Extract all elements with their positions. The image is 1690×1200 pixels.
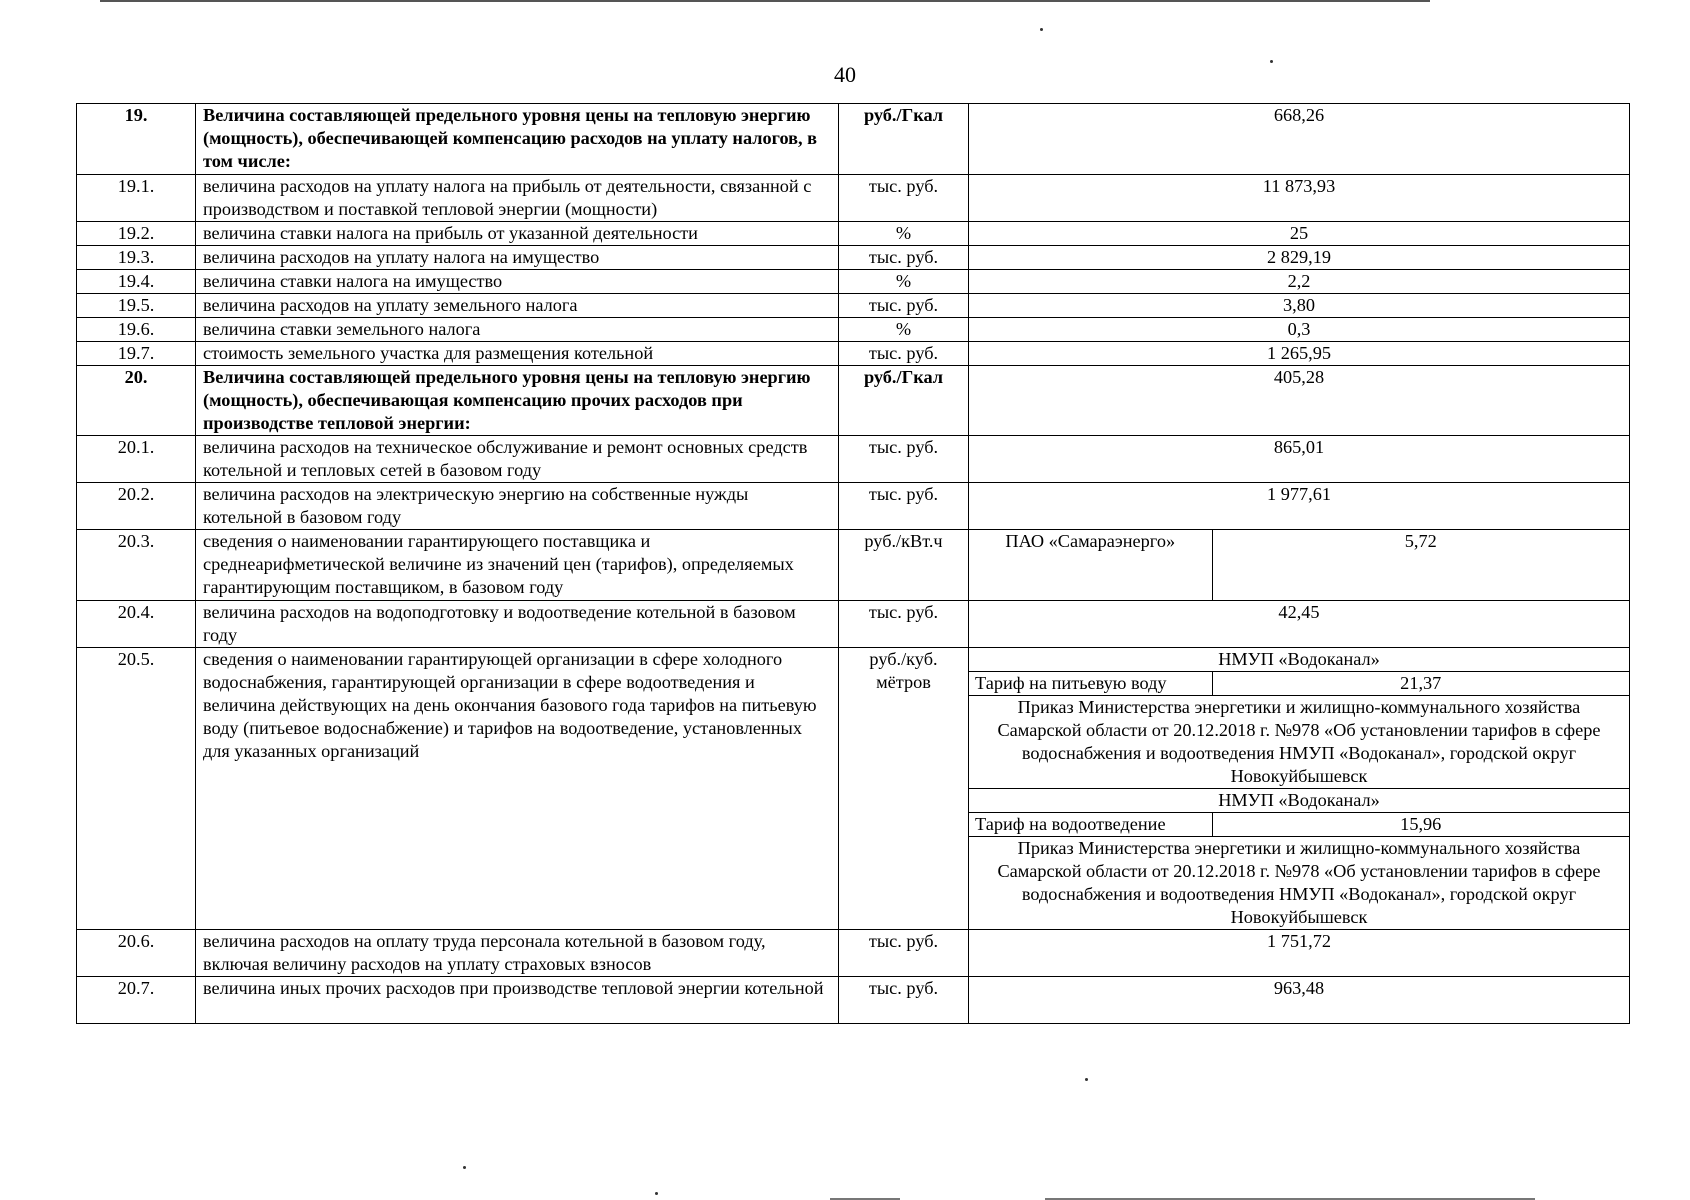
table-row — [77, 648, 1630, 930]
wastewater-tariff-value: 15,96 — [1212, 813, 1629, 837]
wastewater-tariff-label: Тариф на водоотведение — [969, 813, 1212, 837]
row-value: 3,80 — [969, 294, 1630, 318]
wastewater-order: Приказ Министерства энергетики и жилищно-коммунального хозяйства Самарской области от 20.12.2018 г. №978 «Об установлении тарифов в сфере водоснабжения и водоотведения НМУП «Водоканал», городской округ Новокуйбышевск — [969, 837, 1629, 930]
row-unit: руб./Гкал — [839, 366, 969, 436]
row-unit: тыс. руб. — [839, 930, 969, 977]
row-number: 20.2. — [77, 483, 196, 530]
row-unit: руб./куб. мётров — [839, 648, 969, 930]
table-row — [77, 436, 1630, 483]
table-row — [77, 104, 1630, 175]
row-number: 20.5. — [77, 648, 196, 930]
row-description: величина расходов на оплату труда персонала котельной в базовом году, включая величину расходов на уплату страховых взносов — [196, 930, 839, 977]
row-unit: тыс. руб. — [839, 246, 969, 270]
row-value: 0,3 — [969, 318, 1630, 342]
row-number: 19.1. — [77, 175, 196, 222]
row-description: величина ставки земельного налога — [196, 318, 839, 342]
row-number: 19.7. — [77, 342, 196, 366]
row-number: 19. — [77, 104, 196, 175]
scan-speck — [463, 1166, 466, 1169]
row-description: величина расходов на уплату налога на прибыль от деятельности, связанной с производством и поставкой тепловой энергии (мощности) — [196, 175, 839, 222]
row-unit: руб./кВт.ч — [839, 530, 969, 601]
row-value: 42,45 — [969, 601, 1630, 648]
row-number: 20.7. — [77, 977, 196, 1024]
row-description: Величина составляющей предельного уровня цены на тепловую энергию (мощность), обеспечивающая компенсацию прочих расходов при производстве тепловой энергии: — [196, 366, 839, 436]
row-number: 20.6. — [77, 930, 196, 977]
row-description: величина ставки налога на прибыль от указанной деятельности — [196, 222, 839, 246]
row-unit: % — [839, 318, 969, 342]
table-row — [77, 294, 1630, 318]
row-number: 19.4. — [77, 270, 196, 294]
row-description: величина расходов на водоподготовку и водоотведение котельной в базовом году — [196, 601, 839, 648]
water-tariffs-cell — [969, 648, 1630, 930]
row-value: 405,28 — [969, 366, 1630, 436]
row-number: 20.1. — [77, 436, 196, 483]
row-description: величина расходов на уплату земельного налога — [196, 294, 839, 318]
row-unit: тыс. руб. — [839, 294, 969, 318]
row-description: сведения о наименовании гарантирующей организации в сфере холодного водоснабжения, гарантирующей организации в сфере водоотведения и величина действующих на день окончания базового года тарифов на питьевую воду (питьевое водоснабжение) и тарифов на водоотведение, установленных для указанных организаций — [196, 648, 839, 930]
row-unit: тыс. руб. — [839, 175, 969, 222]
row-description: величина ставки налога на имущество — [196, 270, 839, 294]
row-description: сведения о наименовании гарантирующего поставщика и среднеарифметической величине из значений цен (тарифов), определяемых гарантирующим поставщиком, в базовом году — [196, 530, 839, 601]
row-unit: тыс. руб. — [839, 601, 969, 648]
table-row — [77, 246, 1630, 270]
row-value: 1 265,95 — [969, 342, 1630, 366]
table-row — [77, 342, 1630, 366]
row-value: 2,2 — [969, 270, 1630, 294]
row-value: 865,01 — [969, 436, 1630, 483]
row-description: стоимость земельного участка для размещения котельной — [196, 342, 839, 366]
row-number: 19.2. — [77, 222, 196, 246]
row-value: 668,26 — [969, 104, 1630, 175]
row-unit: тыс. руб. — [839, 483, 969, 530]
row-number: 19.3. — [77, 246, 196, 270]
drinking-water-tariff-value: 21,37 — [1212, 672, 1629, 696]
row-value: 25 — [969, 222, 1630, 246]
row-value: 11 873,93 — [969, 175, 1630, 222]
row-unit: % — [839, 270, 969, 294]
table-row — [77, 175, 1630, 222]
table-row — [77, 530, 1630, 601]
water-tariffs-subtable — [969, 648, 1629, 929]
row-number: 19.5. — [77, 294, 196, 318]
row-unit: тыс. руб. — [839, 436, 969, 483]
tariff-parameters-table — [76, 103, 1630, 1024]
row-description: величина расходов на электрическую энергию на собственные нужды котельной в базовом году — [196, 483, 839, 530]
row-value: 963,48 — [969, 977, 1630, 1024]
table-row — [77, 601, 1630, 648]
supplier-cell — [969, 530, 1630, 601]
water-supply-order: Приказ Министерства энергетики и жилищно-коммунального хозяйства Самарской области от 20.12.2018 г. №978 «Об установлении тарифов в сфере водоснабжения и водоотведения НМУП «Водоканал», городской округ Новокуйбышевск — [969, 696, 1629, 789]
table-row — [77, 930, 1630, 977]
scan-speck — [1040, 28, 1043, 31]
scan-top-edge — [100, 0, 1430, 2]
row-value: 1 751,72 — [969, 930, 1630, 977]
drinking-water-tariff-label: Тариф на питьевую воду — [969, 672, 1212, 696]
wastewater-org: НМУП «Водоканал» — [969, 789, 1629, 813]
row-value: 2 829,19 — [969, 246, 1630, 270]
scan-speck — [655, 1192, 658, 1195]
row-number: 20.3. — [77, 530, 196, 601]
table-row — [77, 222, 1630, 246]
table-row — [77, 270, 1630, 294]
row-value: 1 977,61 — [969, 483, 1630, 530]
page-number: 40 — [834, 62, 856, 87]
row-description: величина расходов на техническое обслуживание и ремонт основных средств котельной и тепловых сетей в базовом году — [196, 436, 839, 483]
row-unit: тыс. руб. — [839, 342, 969, 366]
scan-speck — [1270, 60, 1273, 63]
row-number: 20. — [77, 366, 196, 436]
table-row — [77, 977, 1630, 1024]
supplier-subtable — [969, 530, 1629, 600]
supplier-name: ПАО «Самараэнерго» — [1005, 531, 1176, 551]
table-row — [77, 483, 1630, 530]
row-number: 20.4. — [77, 601, 196, 648]
row-description: величина расходов на уплату налога на имущество — [196, 246, 839, 270]
table-row — [77, 318, 1630, 342]
scan-speck — [1085, 1078, 1088, 1081]
supplier-price: 5,72 — [1212, 530, 1629, 600]
row-description: величина иных прочих расходов при производстве тепловой энергии котельной — [196, 977, 839, 1024]
row-unit: % — [839, 222, 969, 246]
row-number: 19.6. — [77, 318, 196, 342]
water-supply-org: НМУП «Водоканал» — [1218, 649, 1380, 669]
row-description: Величина составляющей предельного уровня цены на тепловую энергию (мощность), обеспечивающей компенсацию расходов на уплату налогов, в том числе: — [196, 104, 839, 175]
row-unit: тыс. руб. — [839, 977, 969, 1024]
row-unit: руб./Гкал — [839, 104, 969, 175]
table-row — [77, 366, 1630, 436]
